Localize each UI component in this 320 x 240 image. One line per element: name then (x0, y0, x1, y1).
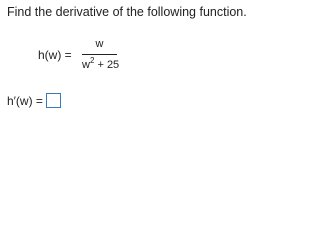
fraction-denominator (82, 56, 120, 72)
fraction-bar (82, 54, 117, 55)
function-definition (38, 36, 138, 76)
function-fraction (82, 36, 120, 76)
answer-label: h′(w) = (7, 93, 43, 108)
denominator-base: w (82, 59, 90, 71)
question-prompt: Find the derivative of the following function. (7, 5, 247, 19)
function-lhs: h(w) = (38, 48, 72, 62)
answer-input[interactable] (46, 93, 61, 108)
denominator-exponent: 2 (89, 56, 95, 65)
fraction-numerator: w (95, 38, 104, 50)
answer-row (7, 92, 61, 109)
denominator-rest: + 25 (94, 59, 120, 71)
